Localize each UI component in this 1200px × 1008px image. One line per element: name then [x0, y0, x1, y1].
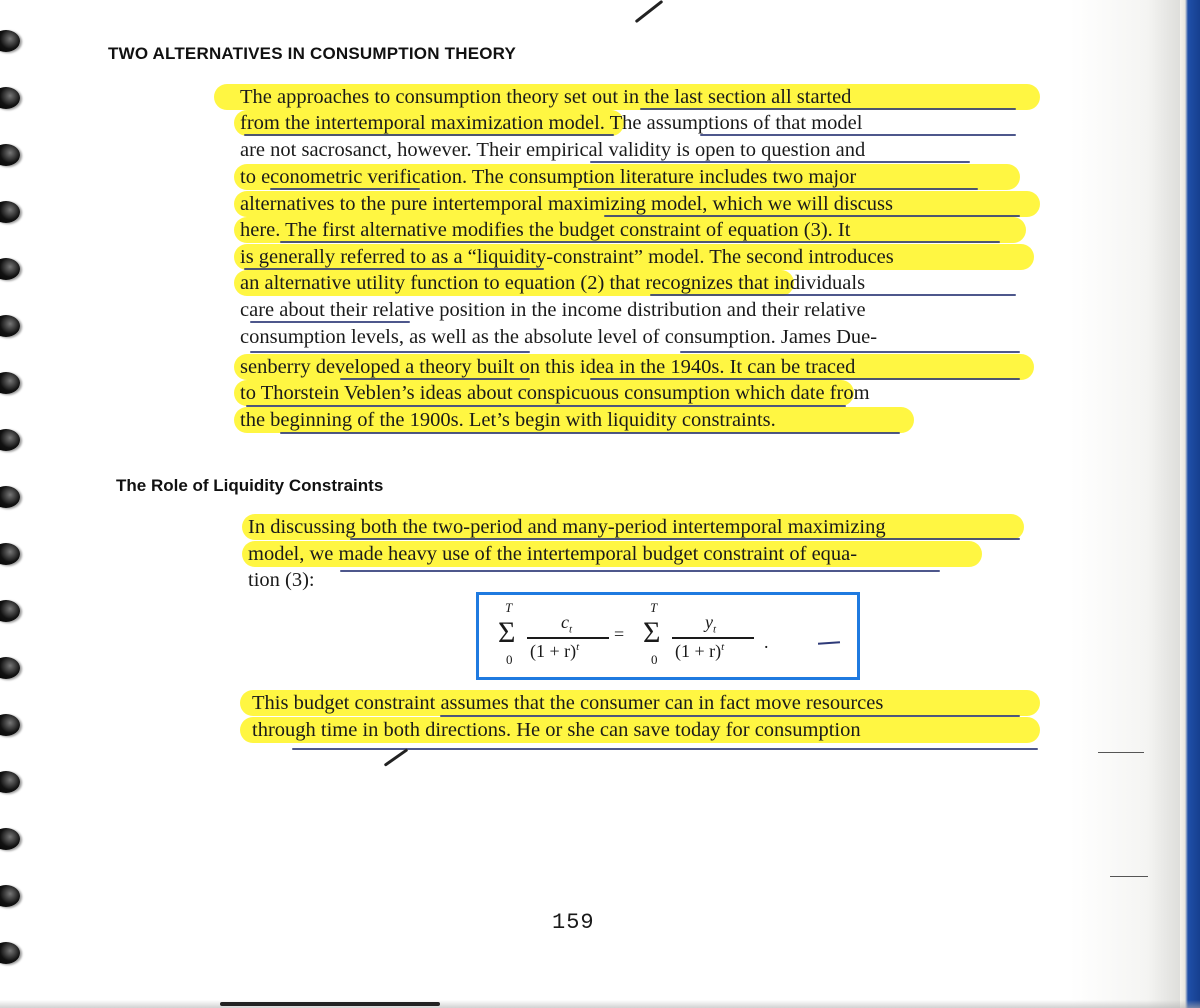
binding-ring — [0, 144, 20, 166]
pen-underline — [244, 134, 614, 136]
paragraph-line: consumption levels, as well as the absolute level of consumption. James Due- — [240, 326, 878, 348]
paragraph-line: tion (3): — [248, 569, 315, 591]
binding-ring — [0, 486, 20, 508]
paragraph-line: The approaches to consumption theory set out in the last section all started — [240, 86, 852, 108]
paragraph-line: senberry developed a theory built on this idea in the 1940s. It can be traced — [240, 356, 856, 378]
paragraph-line: through time in both directions. He or she can save today for consumption — [252, 719, 861, 741]
paragraph-line: In discussing both the two-period and many-period intertemporal maximizing — [248, 516, 886, 538]
summation-symbol: Σ — [498, 616, 516, 649]
page-number: 159 — [552, 910, 595, 935]
paragraph-line: to Thorstein Veblen’s ideas about conspicuous consumption which date from — [240, 382, 870, 404]
binding-ring — [0, 429, 20, 451]
binding-ring — [0, 942, 20, 964]
pen-underline — [350, 538, 1020, 540]
pen-underline — [604, 215, 1020, 217]
paragraph-line: from the intertemporal maximization model. The assumptions of that model — [240, 112, 863, 134]
pen-underline — [340, 570, 940, 572]
fraction-bar — [527, 637, 609, 639]
pen-underline — [578, 188, 978, 190]
book-cover-edge — [1180, 0, 1200, 1008]
binding-ring — [0, 87, 20, 109]
binding-ring — [0, 885, 20, 907]
left-denominator: $(1 + r)^t$ — [530, 641, 580, 661]
paragraph-line: is generally referred to as a “liquidity-constraint” model. The second introduces — [240, 246, 894, 268]
sum-lower-limit: 0 — [506, 652, 513, 667]
pen-underline — [700, 134, 1016, 136]
pen-underline — [340, 378, 530, 380]
binding-ring — [0, 714, 20, 736]
right-denominator: $(1 + r)^t$ — [675, 641, 725, 661]
equation-box — [476, 592, 860, 680]
sum-upper-limit: T — [505, 600, 513, 615]
paragraph-line: to econometric verification. The consumption literature includes two major — [240, 166, 857, 188]
paragraph-line: here. The first alternative modifies the budget constraint of equation (3). It — [240, 219, 851, 241]
paragraph-line: care about their relative position in the income distribution and their relative — [240, 299, 866, 321]
pen-underline — [280, 241, 1000, 243]
binding-ring — [0, 258, 20, 280]
page-bottom-shadow — [0, 1000, 1200, 1008]
binding-ring — [0, 828, 20, 850]
pen-underline — [270, 188, 420, 190]
pen-underline — [280, 432, 900, 434]
sum-lower-limit: 0 — [651, 652, 658, 667]
pen-underline — [244, 268, 544, 270]
fraction-bar — [672, 637, 754, 639]
binding-ring — [0, 372, 20, 394]
pen-underline — [650, 294, 1016, 296]
spiral-binding — [0, 30, 26, 1000]
pen-underline — [246, 405, 846, 407]
binding-ring — [0, 657, 20, 679]
pen-mark — [635, 0, 664, 23]
margin-mark — [1098, 752, 1144, 753]
paragraph-line: the beginning of the 1900s. Let’s begin with liquidity constraints. — [240, 409, 776, 431]
paragraph-line: alternatives to the pure intertemporal maximizing model, which we will discuss — [240, 193, 893, 215]
sum-upper-limit: T — [650, 600, 658, 615]
right-numerator: $y_t$ — [705, 612, 717, 636]
section-heading: TWO ALTERNATIVES IN CONSUMPTION THEORY — [108, 44, 517, 63]
summation-symbol: Σ — [643, 616, 661, 649]
subsection-heading: The Role of Liquidity Constraints — [116, 476, 384, 495]
pen-underline — [680, 351, 1020, 353]
binding-ring — [0, 771, 20, 793]
paragraph-line: model, we made heavy use of the intertemporal budget constraint of equa- — [248, 543, 858, 565]
margin-mark — [1110, 876, 1148, 877]
pen-mark — [384, 748, 409, 767]
pen-underline — [590, 378, 1020, 380]
binding-ring — [0, 30, 20, 52]
binding-edge — [220, 1002, 440, 1006]
pen-underline — [250, 321, 410, 323]
paragraph-line: This budget constraint assumes that the consumer can in fact move resources — [252, 692, 884, 714]
page-edge-shadow — [1070, 0, 1180, 1008]
binding-ring — [0, 600, 20, 622]
pen-underline — [640, 108, 1016, 110]
binding-ring — [0, 543, 20, 565]
paragraph-line: are not sacrosanct, however. Their empirical validity is open to question and — [240, 139, 866, 161]
paragraph-line: an alternative utility function to equation (2) that recognizes that individuals — [240, 272, 866, 294]
binding-ring — [0, 315, 20, 337]
binding-ring — [0, 201, 20, 223]
left-numerator: $c_t$ — [561, 612, 573, 636]
equals-sign: = — [614, 624, 625, 644]
pen-underline — [440, 715, 1020, 717]
pen-underline — [250, 351, 530, 353]
pen-underline — [590, 161, 970, 163]
equation-period: . — [764, 632, 769, 652]
